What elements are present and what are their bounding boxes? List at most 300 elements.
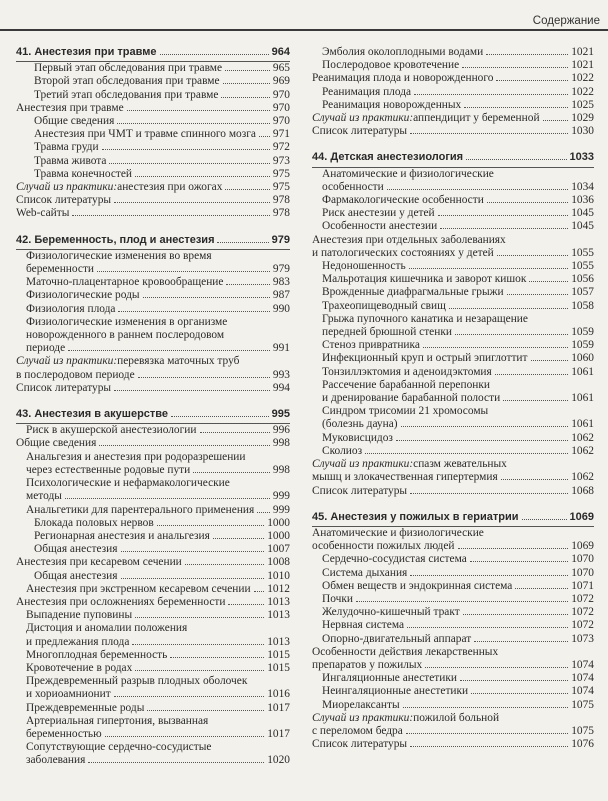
page-number: 1074 xyxy=(571,658,594,671)
entry-line xyxy=(26,715,290,728)
entry-text: Общие сведения xyxy=(16,437,97,450)
entry-text: Физиологические изменения в организме xyxy=(26,315,228,328)
entry-text: Web-сайты xyxy=(16,207,70,220)
entry-text: периоде xyxy=(26,342,66,355)
dot-leader xyxy=(225,70,270,71)
entry-line xyxy=(322,392,594,405)
case-label: Случай из практики: xyxy=(312,711,414,724)
toc-entry[interactable] xyxy=(312,672,594,685)
dot-leader xyxy=(117,123,270,124)
toc-entry[interactable] xyxy=(312,234,594,260)
page-number: 975 xyxy=(272,167,290,180)
page-number: 1007 xyxy=(267,543,290,556)
entry-text: Фармакологические особенности xyxy=(322,194,484,207)
entry-line xyxy=(322,606,594,619)
entry-text: с переломом бедра xyxy=(312,724,403,737)
entry-line xyxy=(322,273,594,286)
entry-text: Реанимация новорожденных xyxy=(322,98,462,111)
dot-leader xyxy=(97,271,270,272)
toc-entry[interactable] xyxy=(312,685,594,698)
toc-entry[interactable] xyxy=(312,606,594,619)
page-number: 1000 xyxy=(267,516,290,529)
toc-entry[interactable] xyxy=(312,458,594,484)
page-number: 1017 xyxy=(267,701,290,714)
page-number: 979 xyxy=(272,263,290,276)
entry-line xyxy=(34,570,290,583)
toc-entry[interactable] xyxy=(16,303,290,316)
page-number: 970 xyxy=(272,101,290,114)
entry-text: Грыжа пупочного канатика и незаращение xyxy=(322,312,528,325)
page-number: 994 xyxy=(272,381,290,394)
toc-entry[interactable] xyxy=(312,553,594,566)
toc-entry[interactable] xyxy=(16,517,290,530)
entry-text: Травма живота xyxy=(34,154,107,167)
entry-line xyxy=(322,580,594,593)
toc-entry[interactable] xyxy=(16,437,290,450)
entry-line xyxy=(34,89,290,102)
entry-line xyxy=(322,194,594,207)
entry-text: Общая анестезия xyxy=(34,569,118,582)
toc-entry[interactable] xyxy=(16,115,290,128)
page-number: 1021 xyxy=(571,59,594,72)
entry-line xyxy=(312,738,594,751)
chapter-heading[interactable] xyxy=(16,408,290,421)
entry-line xyxy=(26,490,290,503)
entry-text: Второй этап обследования при травме xyxy=(34,75,220,88)
entry-text: Синдром трисомии 21 хромосомы xyxy=(322,405,489,418)
entry-line xyxy=(26,329,290,342)
toc-entry[interactable] xyxy=(312,273,594,286)
dot-leader xyxy=(531,360,569,361)
entry-text: Инфекционный круп и острый эпиглоттит xyxy=(322,352,528,365)
dot-leader xyxy=(474,641,568,642)
entry-line xyxy=(26,303,290,316)
dot-leader xyxy=(410,493,568,494)
entry-text: Тонзиллэктомия и аденоидэктомия xyxy=(322,365,492,378)
entry-text: особенности пожилых людей xyxy=(312,540,455,553)
entry-line xyxy=(322,553,594,566)
toc-entry[interactable] xyxy=(16,382,290,395)
toc-entry[interactable] xyxy=(16,662,290,675)
dot-leader xyxy=(515,588,568,589)
toc-entry[interactable] xyxy=(16,102,290,115)
dot-leader xyxy=(543,120,569,121)
entry-line xyxy=(16,382,290,395)
entry-text: Выпадение пуповины xyxy=(26,609,133,622)
toc-column-right xyxy=(312,46,594,751)
entry-text: Риск в акушерской анестезиологии xyxy=(26,424,197,437)
dot-leader xyxy=(438,215,569,216)
entry-line xyxy=(34,168,290,181)
dot-leader xyxy=(132,644,264,645)
entry-line xyxy=(322,379,594,392)
toc-entry[interactable] xyxy=(312,207,594,220)
toc-entry[interactable] xyxy=(312,300,594,313)
entry-line xyxy=(322,99,594,112)
page-number: 1025 xyxy=(571,98,594,111)
entry-text: перевязка маточных труб xyxy=(117,355,240,368)
dot-leader xyxy=(423,347,568,348)
toc-entry[interactable] xyxy=(16,355,290,381)
page-number: 1061 xyxy=(571,365,594,378)
entry-line xyxy=(26,464,290,477)
toc-entry[interactable] xyxy=(312,738,594,751)
dot-leader xyxy=(387,189,568,190)
entry-text: Неингаляционные анестетики xyxy=(322,685,469,698)
entry-line xyxy=(322,46,594,59)
entry-line xyxy=(312,659,594,672)
section-gap xyxy=(312,498,594,511)
dot-leader xyxy=(118,311,269,312)
entry-text: Список литературы xyxy=(16,381,112,394)
page-number: 1055 xyxy=(571,246,594,259)
toc-entry[interactable] xyxy=(16,570,290,583)
chapter-title: 41. Анестезия при травме xyxy=(16,46,157,58)
toc-entry[interactable] xyxy=(312,527,594,553)
page-number: 1015 xyxy=(267,648,290,661)
page-number: 975 xyxy=(272,181,290,194)
toc-entry[interactable] xyxy=(16,702,290,715)
toc-entry[interactable] xyxy=(312,72,594,85)
page-number: 1058 xyxy=(571,299,594,312)
dot-leader xyxy=(65,498,270,499)
entry-line xyxy=(322,672,594,685)
chapter-heading[interactable] xyxy=(16,234,290,247)
page-number: 1075 xyxy=(571,698,594,711)
page-number: 1021 xyxy=(571,46,594,58)
entry-line xyxy=(322,366,594,379)
dot-leader xyxy=(135,670,264,671)
dot-leader xyxy=(486,54,568,55)
dot-leader xyxy=(440,228,568,229)
entry-text: и дренирование барабанной полости xyxy=(322,392,501,405)
chapter-title: 44. Детская анестезиология xyxy=(312,151,464,164)
page-number: 1076 xyxy=(571,738,594,751)
page-number: 978 xyxy=(272,207,290,220)
entry-text: аппендицит у беременной xyxy=(413,112,540,125)
dot-leader xyxy=(425,667,568,668)
page-number: 978 xyxy=(272,194,290,207)
dot-leader xyxy=(147,710,264,711)
chapter-title: 45. Анестезия у пожилых в гериатрии xyxy=(312,510,519,523)
toc-entry[interactable] xyxy=(312,619,594,632)
page-number: 1075 xyxy=(571,724,594,737)
page-number: 970 xyxy=(272,88,290,101)
toc-entry[interactable] xyxy=(16,556,290,569)
entry-line xyxy=(26,250,290,263)
page-number: 1070 xyxy=(571,553,594,566)
entry-line xyxy=(26,263,290,276)
entry-text: Риск анестезии у детей xyxy=(322,207,435,220)
entry-text: Преждевременные роды xyxy=(26,701,145,714)
dot-leader xyxy=(138,377,270,378)
entry-text: Трахеопищеводный свищ xyxy=(322,299,446,312)
entry-text: Реанимация плода xyxy=(322,85,412,98)
toc-entry[interactable] xyxy=(312,286,594,299)
dot-leader xyxy=(200,432,270,433)
toc-entry[interactable] xyxy=(312,485,594,498)
entry-line xyxy=(322,181,594,194)
toc-entry[interactable] xyxy=(312,168,594,194)
entry-line xyxy=(322,339,594,352)
toc-entry[interactable] xyxy=(312,633,594,646)
toc-entry[interactable] xyxy=(312,112,594,125)
entry-text: Анальгетики для парентерального применения xyxy=(26,503,255,516)
dot-leader xyxy=(99,445,270,446)
toc-entry[interactable] xyxy=(312,432,594,445)
dot-leader xyxy=(501,479,568,480)
toc-entry[interactable] xyxy=(16,128,290,141)
page-number: 1008 xyxy=(267,556,290,569)
page-number: 990 xyxy=(272,302,290,315)
toc-entry[interactable] xyxy=(16,649,290,662)
header-rule xyxy=(0,29,608,31)
toc-entry[interactable] xyxy=(312,699,594,712)
toc-entry[interactable] xyxy=(312,580,594,593)
entry-text: Список литературы xyxy=(312,484,408,497)
page-number: 996 xyxy=(272,424,290,437)
entry-text: Ингаляционные анестетики xyxy=(322,672,457,685)
entry-text: Блокада половых нервов xyxy=(34,516,154,529)
dot-leader xyxy=(410,575,568,576)
dot-leader xyxy=(410,133,568,134)
dot-leader xyxy=(171,416,269,417)
toc-entry[interactable] xyxy=(16,451,290,477)
entry-line xyxy=(322,326,594,339)
entry-line xyxy=(312,458,594,471)
toc-entry[interactable] xyxy=(312,194,594,207)
page-number: 1061 xyxy=(571,418,594,431)
dot-leader xyxy=(407,627,568,628)
entry-line xyxy=(322,685,594,698)
entry-line xyxy=(34,543,290,556)
chapter-heading[interactable] xyxy=(312,511,594,524)
page-number: 995 xyxy=(271,408,290,421)
toc-entry[interactable] xyxy=(312,339,594,352)
toc-entry[interactable] xyxy=(312,59,594,72)
toc-entry[interactable] xyxy=(16,424,290,437)
page-number: 1062 xyxy=(571,431,594,444)
toc-entry[interactable] xyxy=(312,366,594,379)
page-number: 1070 xyxy=(571,566,594,579)
entry-line xyxy=(34,517,290,530)
chapter-heading[interactable] xyxy=(312,151,594,164)
entry-text: Общие сведения xyxy=(34,115,115,128)
toc-entry[interactable] xyxy=(312,352,594,365)
dot-leader xyxy=(449,308,568,309)
toc-entry[interactable] xyxy=(16,316,290,356)
entry-line xyxy=(312,646,594,659)
dot-leader xyxy=(185,564,264,565)
entry-line xyxy=(16,194,290,207)
toc-entry[interactable] xyxy=(16,583,290,596)
page-number: 1069 xyxy=(569,510,594,523)
entry-text: Анестезия при осложнениях беременности xyxy=(16,595,226,608)
toc-entry[interactable] xyxy=(312,712,594,738)
dot-leader xyxy=(503,400,568,401)
page-number: 1036 xyxy=(571,194,594,207)
entry-text: пожилой больной xyxy=(413,711,500,724)
page-number: 1013 xyxy=(267,609,290,622)
page-number: 983 xyxy=(272,276,290,289)
entry-line xyxy=(26,662,290,675)
page-number: 1057 xyxy=(571,286,594,299)
page-number: 1069 xyxy=(571,540,594,553)
page-number: 1074 xyxy=(571,685,594,698)
toc-entry[interactable] xyxy=(16,622,290,648)
entry-text: Физиология плода xyxy=(26,302,116,315)
page-number: 991 xyxy=(272,342,290,355)
toc-entry[interactable] xyxy=(16,715,290,741)
toc-entry[interactable] xyxy=(16,141,290,154)
page-number: 1045 xyxy=(571,220,594,233)
entry-line xyxy=(312,725,594,738)
toc-entry[interactable] xyxy=(312,86,594,99)
page-header xyxy=(0,0,608,34)
toc-entry[interactable] xyxy=(16,289,290,302)
entry-line xyxy=(312,540,594,553)
entry-line xyxy=(322,313,594,326)
toc-entry[interactable] xyxy=(16,207,290,220)
dot-leader xyxy=(496,80,568,81)
toc-entry[interactable] xyxy=(16,155,290,168)
entry-line xyxy=(16,596,290,609)
dot-leader xyxy=(143,297,270,298)
page-number: 1074 xyxy=(571,672,594,685)
dot-leader xyxy=(365,453,568,454)
dot-leader xyxy=(114,696,265,697)
entry-line xyxy=(322,405,594,418)
entry-line xyxy=(312,125,594,138)
toc-entry[interactable] xyxy=(312,220,594,233)
toc-entry[interactable] xyxy=(312,646,594,672)
dot-leader xyxy=(497,255,568,256)
page-number: 964 xyxy=(271,46,290,58)
dot-leader xyxy=(226,284,269,285)
entry-line xyxy=(322,168,594,181)
entry-line xyxy=(26,477,290,490)
entry-line xyxy=(322,260,594,273)
toc-entry[interactable] xyxy=(16,194,290,207)
entry-line xyxy=(322,567,594,580)
toc-entry[interactable] xyxy=(16,250,290,276)
dot-leader xyxy=(121,551,265,552)
page-number: 1072 xyxy=(571,619,594,632)
entry-line xyxy=(312,234,594,247)
toc-entry[interactable] xyxy=(312,99,594,112)
entry-text: Система дыхания xyxy=(322,566,408,579)
page-number: 1000 xyxy=(267,529,290,542)
chapter-heading[interactable] xyxy=(16,46,290,59)
page-number: 1022 xyxy=(571,72,594,85)
dot-leader xyxy=(114,202,270,203)
entry-line xyxy=(322,619,594,632)
toc-entry[interactable] xyxy=(16,276,290,289)
toc-entry[interactable] xyxy=(16,530,290,543)
entry-line xyxy=(312,527,594,540)
toc-entry[interactable] xyxy=(312,379,594,405)
toc-entry[interactable] xyxy=(16,741,290,767)
toc-entry[interactable] xyxy=(16,504,290,517)
page-number: 1060 xyxy=(571,352,594,365)
entry-text: и предлежания плода xyxy=(26,635,130,648)
case-label: Случай из практики: xyxy=(312,458,414,471)
toc-entry[interactable] xyxy=(16,75,290,88)
toc-entry[interactable] xyxy=(312,567,594,580)
toc-entry[interactable] xyxy=(16,181,290,194)
toc-entry[interactable] xyxy=(16,62,290,75)
entry-line xyxy=(34,115,290,128)
toc-entry[interactable] xyxy=(16,168,290,181)
dot-leader xyxy=(127,110,270,111)
toc-entry[interactable] xyxy=(312,313,594,339)
dot-leader xyxy=(470,561,568,562)
toc-entry[interactable] xyxy=(16,675,290,701)
dot-leader xyxy=(68,350,270,351)
entry-text: Рассечение барабанной перепонки xyxy=(322,378,490,391)
entry-text: Врожденные диафрагмальные грыжи xyxy=(322,286,504,299)
toc-entry[interactable] xyxy=(312,125,594,138)
entry-text: спазм жевательных xyxy=(413,458,507,471)
page-number: 1072 xyxy=(571,606,594,619)
toc-column-left xyxy=(16,46,290,768)
entry-line xyxy=(16,437,290,450)
toc-entry[interactable] xyxy=(312,593,594,606)
toc-entry[interactable] xyxy=(16,609,290,622)
entry-line xyxy=(322,352,594,365)
entry-text: Эмболия околоплодными водами xyxy=(322,46,484,58)
page-number: 1017 xyxy=(267,727,290,740)
entry-text: Кровотечение в родах xyxy=(26,661,133,674)
entry-line xyxy=(26,754,290,767)
entry-line xyxy=(16,207,290,220)
entry-line xyxy=(26,276,290,289)
toc-entry[interactable] xyxy=(16,89,290,102)
page-number: 1045 xyxy=(571,207,594,220)
entry-line xyxy=(322,59,594,72)
toc-entry[interactable] xyxy=(312,405,594,431)
entry-text: Сопутствующие сердечно-сосудистые xyxy=(26,741,212,754)
entry-line xyxy=(16,369,290,382)
entry-text: Список литературы xyxy=(312,738,408,751)
dot-leader xyxy=(225,189,270,190)
page-number: 999 xyxy=(272,503,290,516)
toc-entry[interactable] xyxy=(312,46,594,59)
entry-text: Анатомические и физиологические xyxy=(322,167,494,180)
page-number: 973 xyxy=(272,154,290,167)
entry-text: Анестезия при кесаревом сечении xyxy=(16,556,182,569)
entry-text: Особенности анестезии xyxy=(322,220,438,233)
toc-entry[interactable] xyxy=(16,477,290,503)
dot-leader xyxy=(495,374,568,375)
dot-leader xyxy=(135,617,264,618)
entry-text: Опорно-двигательный аппарат xyxy=(322,632,472,645)
toc-entry[interactable] xyxy=(312,260,594,273)
entry-line xyxy=(322,220,594,233)
dot-leader xyxy=(213,538,264,539)
entry-text: Травма конечностей xyxy=(34,167,132,180)
dot-leader xyxy=(396,440,568,441)
toc-entry[interactable] xyxy=(312,445,594,458)
toc-entry[interactable] xyxy=(16,596,290,609)
entry-line xyxy=(312,485,594,498)
dot-leader xyxy=(460,680,568,681)
entry-line xyxy=(322,286,594,299)
entry-text: Анальгезия и анестезия при родоразрешении xyxy=(26,450,246,463)
toc-entry[interactable] xyxy=(16,543,290,556)
entry-text: Общая анестезия xyxy=(34,543,118,556)
chapter-title: 43. Анестезия в акушерстве xyxy=(16,408,169,421)
